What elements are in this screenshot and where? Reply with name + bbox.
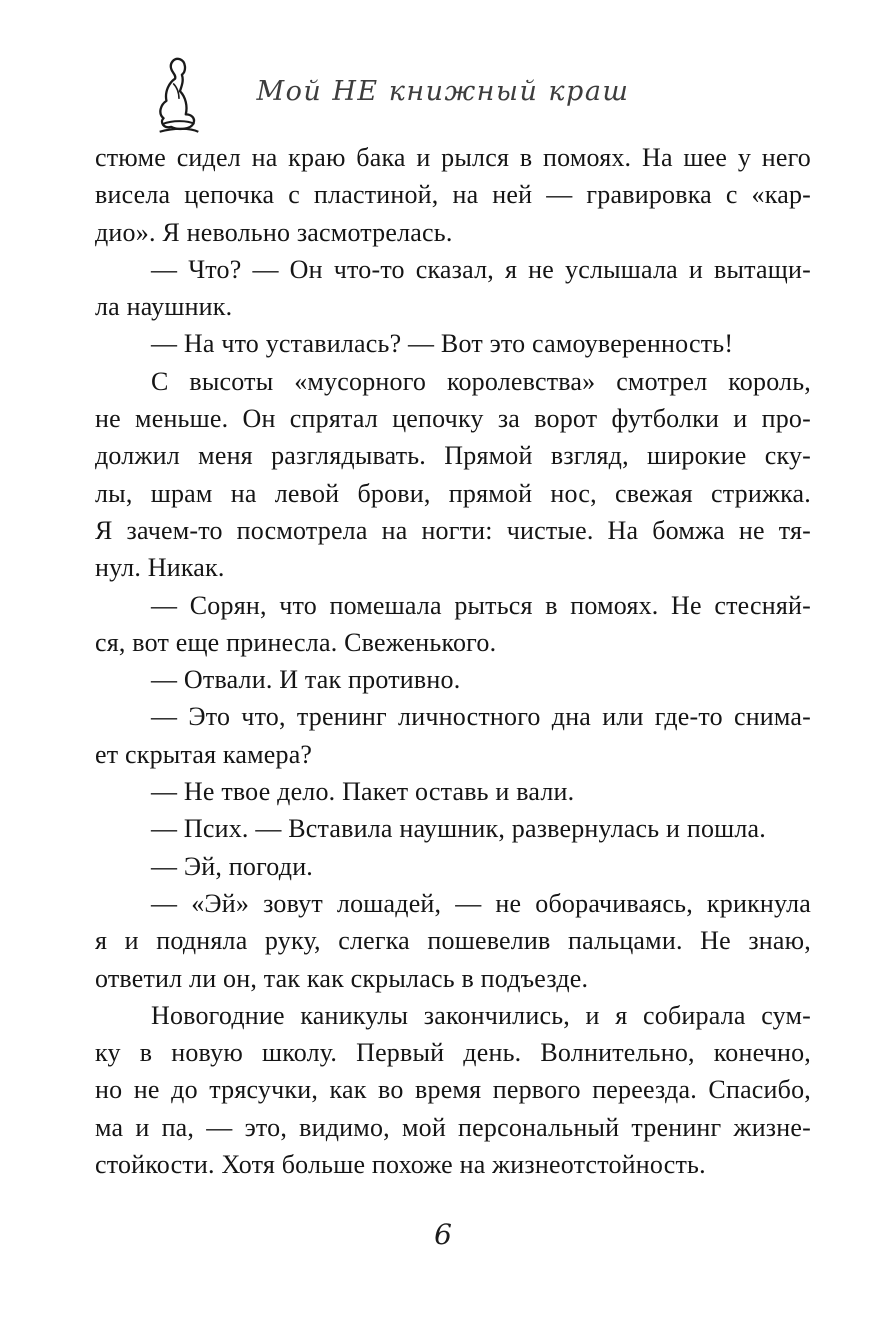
running-title: Мой НЕ книжный краш	[256, 76, 630, 107]
text-line: — Псих. — Вставила наушник, развернулась и пошла.	[151, 814, 766, 844]
text-line: — На что уставилась? — Вот это самоуверенность!	[151, 329, 734, 359]
text-line: должил меня разглядывать. Прямой взгляд, широкие ску-	[95, 441, 811, 471]
text-line: — «Эй» зовут лошадей, — не оборачиваясь, крикнула	[151, 888, 811, 918]
text-line: стойкости. Хотя больше похоже на жизнеотстойность.	[95, 1150, 706, 1180]
text-line: стюме сидел на краю бака и рылся в помоях. На шее у него	[95, 143, 811, 172]
page-number: 6	[434, 1218, 452, 1251]
text-line: ку в новую школу. Первый день. Волнительно, конечно,	[95, 1038, 811, 1068]
text-line: лы, шрам на левой брови, прямой нос, свежая стрижка.	[95, 478, 811, 508]
text-line: ет скрытая камера?	[95, 739, 313, 769]
text-line: С высоты «мусорного королевства» смотрел король,	[151, 366, 811, 396]
text-line: Новогодние каникулы закончились, и я собирала сум-	[151, 1000, 811, 1030]
header-ornament-icon	[150, 54, 208, 138]
text-line: не меньше. Он спрятал цепочку за ворот футболки и про-	[95, 404, 811, 434]
text-line: ла наушник.	[95, 292, 233, 322]
text-line: ма и па, — это, видимо, мой персональный тренинг жизне-	[95, 1112, 811, 1142]
text-line: ответил ли он, так как скрылась в подъезде.	[95, 963, 589, 993]
text-line: — Что? — Он что-то сказал, я не услышала и вытащи-	[151, 254, 811, 284]
text-line: нул. Никак.	[95, 553, 225, 583]
text-line: — Не твое дело. Пакет оставь и вали.	[151, 777, 575, 807]
text-line: ся, вот еще принесла. Свеженького.	[95, 627, 497, 657]
page-footer	[0, 1218, 886, 1251]
page-text	[95, 139, 811, 1183]
text-line: висела цепочка с пластиной, на ней — гравировка с «кар-	[95, 180, 811, 210]
text-line: — Отвали. И так противно.	[151, 665, 461, 695]
text-line: — Сорян, что помешала рыться в помоях. Не стесняй-	[151, 590, 811, 620]
text-line: но не до трясучки, как во время первого переезда. Спасибо,	[95, 1075, 811, 1105]
text-line: я и подняла руку, слегка пошевелив пальцами. Не знаю,	[95, 926, 811, 956]
text-line: — Эй, погоди.	[151, 851, 314, 881]
text-line: дио». Я невольно засмотрелась.	[95, 217, 453, 247]
text-line: Я зачем-то посмотрела на ногти: чистые. На бомжа не тя-	[95, 515, 811, 545]
text-line: — Это что, тренинг личностного дна или где-то снима-	[151, 702, 811, 732]
page-header	[0, 52, 886, 142]
